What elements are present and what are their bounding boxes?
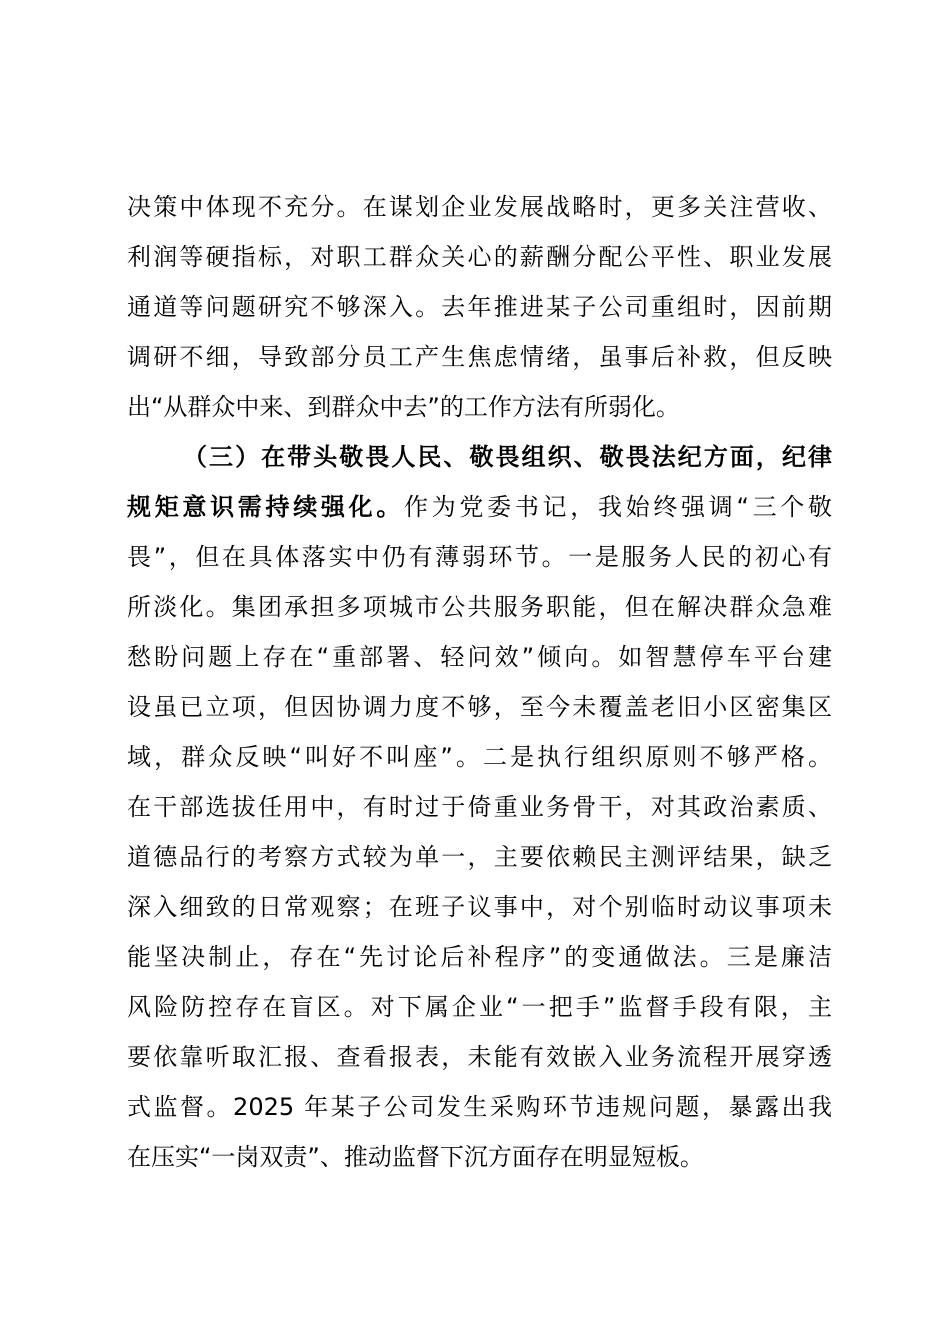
text-line	[127, 382, 832, 432]
text-segment: 出“从群众中来、到群众中去”的工作方法有所弱化。	[127, 393, 680, 421]
section-heading-line	[127, 432, 832, 482]
text-segment: 要依靠听取汇报、查看报表，未能有效嵌入业务流程开展穿透	[127, 1043, 832, 1071]
text-line	[127, 1032, 832, 1082]
text-segment: 利润等硬指标，对职工群众关心的薪酬分配公平性、职业发展	[127, 243, 832, 271]
text-segment: 调研不细，导致部分员工产生焦虑情绪，虽事后补救，但反映	[127, 343, 832, 371]
text-segment: 通道等问题研究不够深入。去年推进某子公司重组时，因前期	[127, 293, 832, 321]
text-line	[127, 332, 832, 382]
text-segment: 作为党委书记，我始终强调“三个敬	[404, 493, 833, 521]
text-segment: 愁盼问题上存在“重部署、轻问效”倾向。如智慧停车平台建	[127, 643, 832, 671]
text-segment: 域，群众反映“叫好不叫座”。二是执行组织原则不够严格。	[127, 743, 832, 771]
text-line	[127, 582, 832, 632]
text-line	[127, 1132, 832, 1182]
text-segment: 风险防控存在盲区。对下属企业“一把手”监督手段有限，主	[127, 993, 832, 1021]
text-segment: 畏”，但在具体落实中仍有薄弱环节。一是服务人民的初心有	[127, 543, 832, 571]
text-line	[127, 482, 832, 532]
text-segment: 在压实“一岗双责”、推动监督下沉方面存在明显短板。	[127, 1143, 704, 1171]
text-line	[127, 532, 832, 582]
text-line	[127, 932, 832, 982]
text-segment: 在干部选拔任用中，有时过于倚重业务骨干，对其政治素质、	[127, 793, 832, 821]
text-line	[127, 732, 832, 782]
text-line	[127, 782, 832, 832]
text-line	[127, 232, 832, 282]
section-heading-continued: 规矩意识需持续强化。	[127, 493, 405, 521]
text-segment: 深入细致的日常观察；在班子议事中，对个别临时动议事项未	[127, 893, 832, 921]
text-segment: 设虽已立项，但因协调力度不够，至今未覆盖老旧小区密集区	[127, 693, 832, 721]
text-line	[127, 682, 832, 732]
text-line	[127, 882, 832, 932]
text-segment: 能坚决制止，存在“先讨论后补程序”的变通做法。三是廉洁	[127, 943, 832, 971]
text-line	[127, 1082, 832, 1132]
text-line	[127, 282, 832, 332]
section-heading: （三）在带头敬畏人民、敬畏组织、敬畏法纪方面，纪律	[183, 443, 832, 471]
text-segment: 式监督。2025 年某子公司发生采购环节违规问题，暴露出我	[127, 1093, 832, 1121]
body-text	[127, 182, 832, 1182]
text-line	[127, 632, 832, 682]
text-segment: 决策中体现不充分。在谋划企业发展战略时，更多关注营收、	[127, 193, 832, 221]
text-line	[127, 182, 832, 232]
text-segment: 所淡化。集团承担多项城市公共服务职能，但在解决群众急难	[127, 593, 832, 621]
text-line	[127, 832, 832, 882]
text-line	[127, 982, 832, 1032]
text-segment: 道德品行的考察方式较为单一，主要依赖民主测评结果，缺乏	[127, 843, 832, 871]
